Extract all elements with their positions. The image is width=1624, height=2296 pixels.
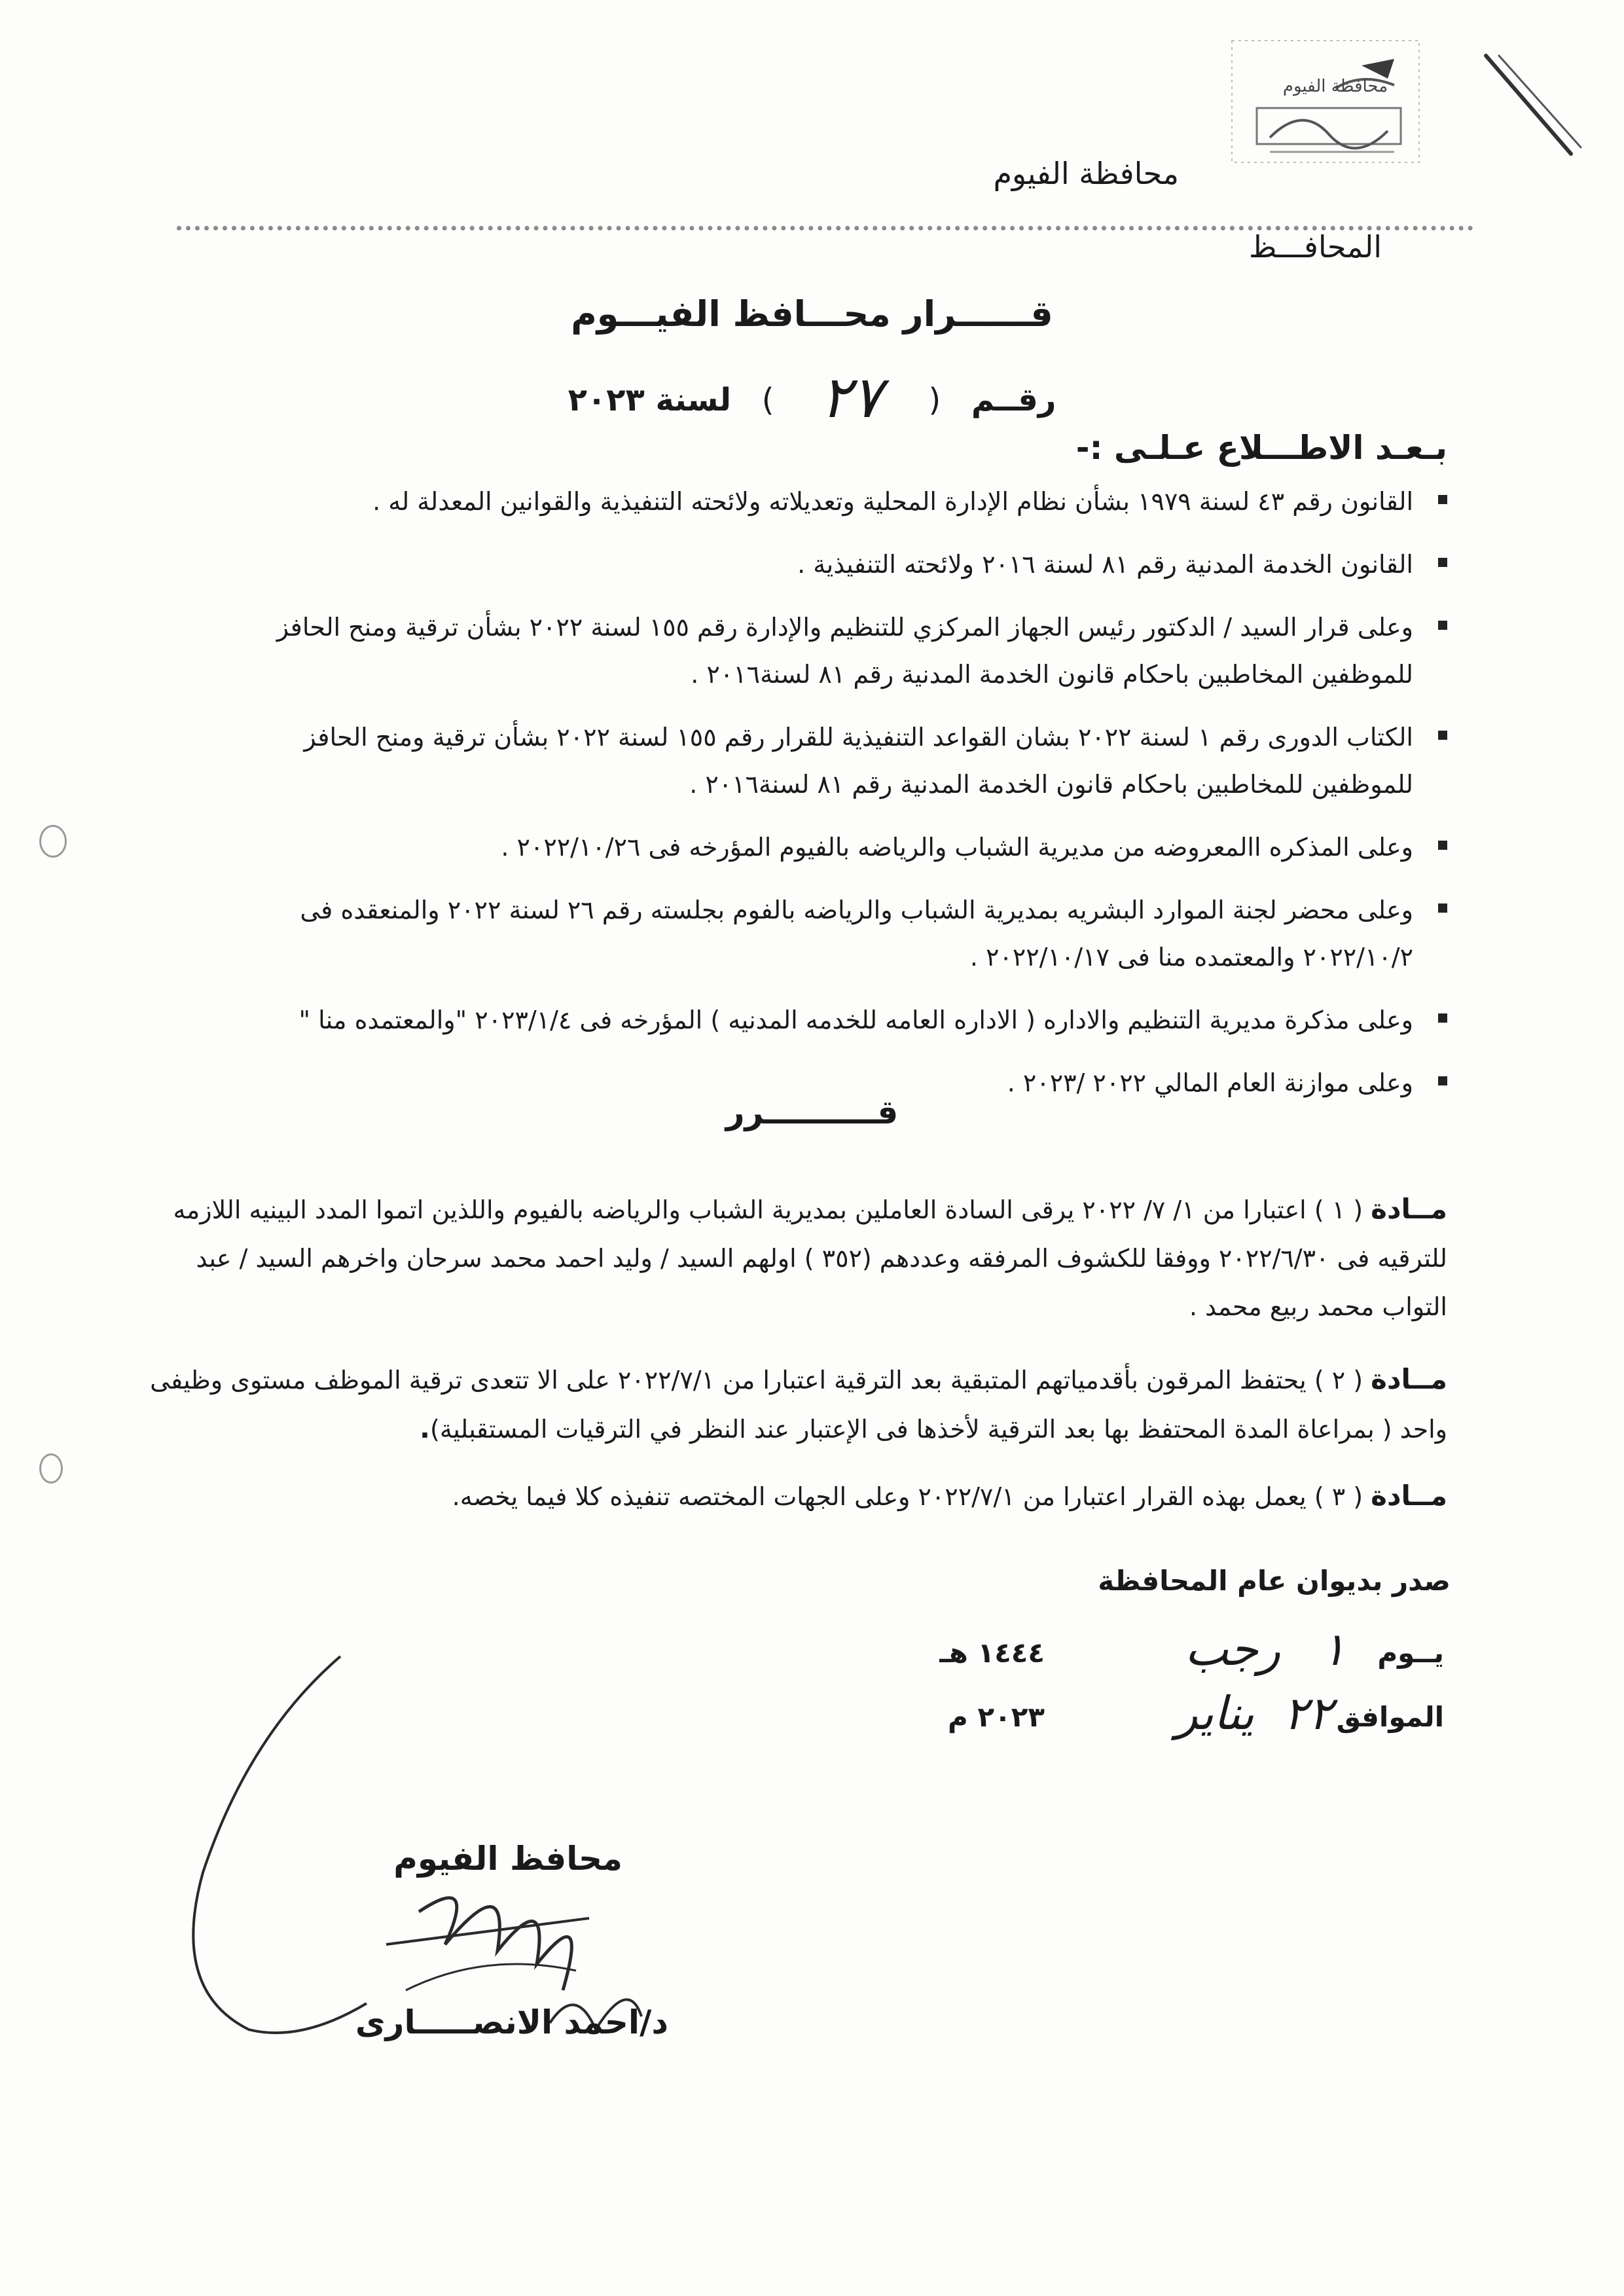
greg-year: ٢٠٢٣ م <box>948 1701 1045 1733</box>
bullet-icon <box>1438 903 1447 913</box>
decree-title: قــــــرار محـــافظ الفيـــوم <box>571 293 1053 335</box>
list-item-text: وعلى مذكرة مديرية التنظيم والاداره ( الاداره العامه للخدمه المدنيه ) المؤرخه فى ٢٠٢٣/١/٤ "والمعتمده منا " <box>298 1006 1413 1034</box>
scan-artifact-icon <box>39 825 67 858</box>
bullet-icon <box>1438 558 1447 567</box>
bullet-icon <box>1438 495 1447 504</box>
list-item <box>210 824 1447 871</box>
article-1 <box>145 1185 1447 1331</box>
article-closing: . <box>420 1412 430 1444</box>
list-item <box>210 604 1447 698</box>
bullet-icon <box>1438 731 1447 740</box>
article-text: يحتفظ المرقون بأقدمياتهم المتبقية بعد الترقية اعتبارا من ٢٠٢٢/٧/١ على الا تتعدى ترقية الموظف مستوى وظيفى واحد ( بمراعاة المدة المحتفظ بها بعد الترقية لأخذها فى الإعتبار عند النظر في الترقيات المستقبلية) <box>150 1366 1447 1444</box>
decree-number-prefix: رقــم <box>971 382 1056 418</box>
article-3 <box>145 1472 1447 1521</box>
article-text: اعتبارا من ١/ ٧/ ٢٠٢٢ يرقى السادة العاملين بمديرية الشباب والرياضه بالفيوم واللذين اتموا المدد البينيه اللازمه للترقيه فى ٢٠٢٢/٦/٣٠ ووفقا للكشوف المرفقه وعددهم (٣٥٢ ) اولهم السيد / وليد احمد محمد سرحان واخرهم السيد / عبد التواب محمد ربيع محمد . <box>173 1195 1447 1321</box>
article-number: ( ٢ ) <box>1314 1366 1363 1394</box>
governor-label: المحافـــظ <box>1248 229 1382 264</box>
article-text: يعمل بهذه القرار اعتبارا من ٢٠٢٢/٧/١ وعلى الجهات المختصه تنفيذه كلا فيما يخصه. <box>452 1482 1307 1511</box>
list-item <box>210 541 1447 588</box>
day-label: يــوم <box>1377 1637 1444 1669</box>
hijri-day: ١ <box>1321 1622 1346 1676</box>
list-item-text: وعلى موازنة العام المالي ٢٠٢٢ /٢٠٢٣ . <box>1007 1068 1413 1097</box>
greg-day: ٢٢ <box>1283 1686 1333 1740</box>
decree-number-value: ٢٧ <box>820 363 882 431</box>
list-item <box>210 478 1447 525</box>
governorate-name: محافظة الفيوم <box>993 156 1179 191</box>
issued-at: صدر بديوان عام المحافظة <box>1098 1565 1451 1597</box>
list-item <box>210 996 1447 1044</box>
bullet-icon <box>1438 841 1447 850</box>
signer-name: د/احمد الانصـــــارى <box>355 2003 668 2041</box>
greg-label: الموافق <box>1336 1701 1444 1733</box>
article-number: ( ١ ) <box>1314 1195 1363 1224</box>
hijri-month: رجب <box>1185 1622 1280 1676</box>
list-item-text: وعلى محضر لجنة الموارد البشريه بمديرية الشباب والرياضه بالفوم بجلسته رقم ٢٦ لسنة ٢٠٢٢ والمنعقده فى ٢٠٢٢/١٠/٢ والمعتمده منا فى ٢٠٢٢/١٠/١٧ . <box>300 896 1413 972</box>
decree-number-close: ) <box>761 382 774 418</box>
list-item-text: القانون رقم ٤٣ لسنة ١٩٧٩ بشأن نظام الإدارة المحلية وتعديلاته ولائحته التنفيذية والقوانين المعدلة له . <box>372 487 1413 516</box>
corner-mark-icon <box>1473 49 1604 160</box>
bullet-icon <box>1438 621 1447 630</box>
decree-number-open: ( <box>928 382 941 418</box>
hijri-year: ١٤٤٤ هـ <box>939 1637 1045 1669</box>
article-label: مــادة <box>1371 1480 1447 1512</box>
list-item <box>210 714 1447 808</box>
article-2 <box>145 1355 1447 1453</box>
considerations-list <box>210 478 1447 1122</box>
decree-number-suffix: لسنة ٢٠٢٣ <box>568 382 732 418</box>
article-label: مــادة <box>1371 1193 1447 1225</box>
decision-heading: قــــــــــرر <box>725 1093 899 1131</box>
decree-number-line <box>0 363 1624 431</box>
logo-text: محافظة الفيوم <box>1282 77 1388 96</box>
scan-artifact-icon <box>39 1453 63 1484</box>
article-label: مــادة <box>1371 1363 1447 1395</box>
list-item-text: القانون الخدمة المدنية رقم ٨١ لسنة ٢٠١٦ ولائحته التنفيذية . <box>797 550 1413 579</box>
article-number: ( ٣ ) <box>1314 1482 1363 1511</box>
bullet-icon <box>1438 1013 1447 1023</box>
list-item-text: وعلى المذكره االمعروضه من مديرية الشباب والرياضه بالفيوم المؤرخه فى ٢٠٢٢/١٠/٢٦ . <box>501 833 1413 862</box>
greg-month: يناير <box>1175 1686 1254 1740</box>
list-item <box>210 886 1447 981</box>
governorate-logo-icon <box>1231 39 1420 164</box>
bullet-icon <box>1438 1076 1447 1085</box>
list-item-text: الكتاب الدورى رقم ١ لسنة ٢٠٢٢ بشان القواعد التنفيذية للقرار رقم ١٥٥ لسنة ٢٠٢٢ بشأن ترقية ومنح الحافز للموظفين للمخاطبين باحكام قانون الخدمة المدنية رقم ٨١ لسنة٢٠١٦ . <box>304 723 1413 799</box>
preamble-heading: بـعـد الاطـــلاع عـلـى :- <box>1075 429 1447 467</box>
list-item-text: وعلى قرار السيد / الدكتور رئيس الجهاز المركزي للتنظيم والإدارة رقم ١٥٥ لسنة ٢٠٢٢ بشأن ترقية ومنح الحافز للموظفين المخاطبين باحكام قانون الخدمة المدنية رقم ٨١ لسنة٢٠١٦ . <box>276 613 1413 689</box>
signer-title: محافظ الفيوم <box>393 1840 623 1878</box>
